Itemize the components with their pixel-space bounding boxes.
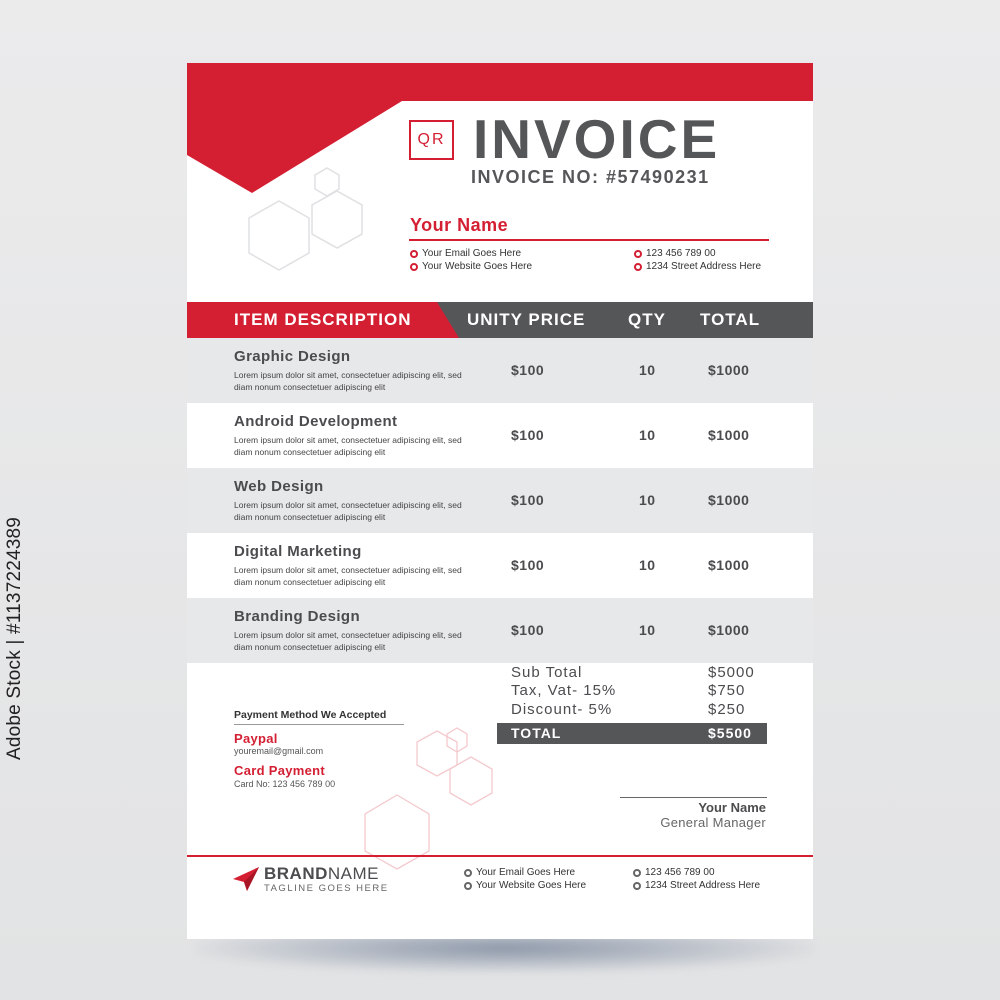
payment-divider: [234, 724, 404, 725]
footer-phone: [633, 867, 715, 878]
paypal-label: Paypal: [234, 731, 278, 746]
row-qty: 10: [639, 427, 656, 443]
sender-phone-text: 123 456 789 00: [646, 248, 716, 259]
row-qty: 10: [639, 622, 656, 638]
footer-address-text: 1234 Street Address Here: [645, 880, 761, 891]
subtotal-value: $5000: [708, 664, 755, 681]
paper-plane-logo-icon: [233, 867, 259, 891]
row-total: $1000: [708, 427, 750, 443]
row-item-name: Graphic Design: [234, 348, 351, 365]
subtotal-label: Sub Total: [511, 664, 583, 681]
row-qty: 10: [639, 492, 656, 508]
brand-name-rest: NAME: [327, 864, 380, 883]
row-total: $1000: [708, 492, 750, 508]
table-row: [187, 598, 813, 663]
phone-icon: [633, 869, 641, 877]
row-item-desc: Lorem ipsum dolor sit amet, consectetuer adipiscing elit, sed diam nonum consectetuer adipiscing elit: [234, 630, 462, 652]
row-total: $1000: [708, 362, 750, 378]
footer-website: [464, 880, 586, 891]
row-price: $100: [511, 362, 545, 378]
email-icon: [410, 250, 418, 258]
footer-website-text: Your Website Goes Here: [476, 880, 587, 891]
row-item-desc: Lorem ipsum dolor sit amet, consectetuer adipiscing elit, sed diam nonum consectetuer adipiscing elit: [234, 500, 462, 522]
row-item-name: Web Design: [234, 478, 324, 495]
row-item-desc: Lorem ipsum dolor sit amet, consectetuer adipiscing elit, sed diam nonum consectetuer adipiscing elit: [234, 435, 462, 457]
grand-total-label: TOTAL: [511, 725, 562, 741]
row-item-name: Digital Marketing: [234, 543, 362, 560]
header-unity-price: UNITY PRICE: [467, 310, 586, 329]
signature-line: [620, 797, 767, 798]
brand-tagline: TAGLINE GOES HERE: [264, 883, 389, 894]
row-price: $100: [511, 427, 545, 443]
sender-phone: [634, 248, 716, 259]
paypal-email: youremail@gmail.com: [234, 746, 324, 756]
grand-total-value: $5500: [708, 725, 752, 741]
card-number: Card No: 123 456 789 00: [234, 779, 336, 789]
sender-email: [410, 248, 521, 259]
header-total: TOTAL: [700, 310, 761, 329]
page-shadow: [195, 935, 815, 973]
row-price: $100: [511, 622, 545, 638]
row-item-name: Branding Design: [234, 608, 361, 625]
row-item-desc: Lorem ipsum dolor sit amet, consectetuer adipiscing elit, sed diam nonum consectetuer adipiscing elit: [234, 565, 462, 587]
signature-name: Your Name: [698, 800, 766, 815]
brand-name-bold: BRAND: [264, 864, 328, 883]
footer-email-text: Your Email Goes Here: [476, 867, 576, 878]
row-qty: 10: [639, 362, 656, 378]
signature-title: General Manager: [660, 815, 766, 830]
row-qty: 10: [639, 557, 656, 573]
web-icon: [410, 263, 418, 271]
location-icon: [633, 882, 641, 890]
payment-methods-title: Payment Method We Accepted: [234, 709, 387, 721]
sender-divider: [409, 239, 769, 241]
web-icon: [464, 882, 472, 890]
card-payment-label: Card Payment: [234, 763, 326, 778]
table-row: [187, 338, 813, 403]
discount-label: Discount- 5%: [511, 701, 613, 718]
invoice-page: [187, 63, 813, 939]
sender-address-text: 1234 Street Address Here: [646, 261, 762, 272]
row-price: $100: [511, 557, 545, 573]
footer-divider: [187, 855, 813, 857]
phone-icon: [634, 250, 642, 258]
row-item-name: Android Development: [234, 413, 398, 430]
location-icon: [634, 263, 642, 271]
grand-total-bar: [497, 723, 767, 744]
sender-name: Your Name: [410, 215, 509, 235]
table-row: [187, 468, 813, 533]
footer-address: [633, 880, 760, 891]
tax-value: $750: [708, 682, 746, 699]
discount-value: $250: [708, 701, 746, 718]
footer-email: [464, 867, 575, 878]
table-row: [187, 533, 813, 598]
invoice-number: INVOICE NO: #57490231: [471, 167, 710, 187]
sender-address: [634, 261, 761, 272]
stock-watermark-id: Adobe Stock | #1137224389: [4, 516, 25, 760]
tax-label: Tax, Vat- 15%: [511, 682, 617, 699]
invoice-title: INVOICE: [473, 108, 721, 170]
row-item-desc: Lorem ipsum dolor sit amet, consectetuer adipiscing elit, sed diam nonum consectetuer adipiscing elit: [234, 370, 462, 392]
table-row: [187, 403, 813, 468]
email-icon: [464, 869, 472, 877]
row-price: $100: [511, 492, 545, 508]
sender-email-text: Your Email Goes Here: [422, 248, 522, 259]
row-total: $1000: [708, 622, 750, 638]
row-total: $1000: [708, 557, 750, 573]
header-qty: QTY: [628, 310, 666, 329]
footer-phone-text: 123 456 789 00: [645, 867, 715, 878]
sender-website: [410, 261, 532, 272]
qr-code-placeholder: QR: [409, 120, 454, 160]
sender-website-text: Your Website Goes Here: [422, 261, 533, 272]
header-item-description: ITEM DESCRIPTION: [234, 310, 412, 329]
brand-name: [264, 864, 379, 884]
